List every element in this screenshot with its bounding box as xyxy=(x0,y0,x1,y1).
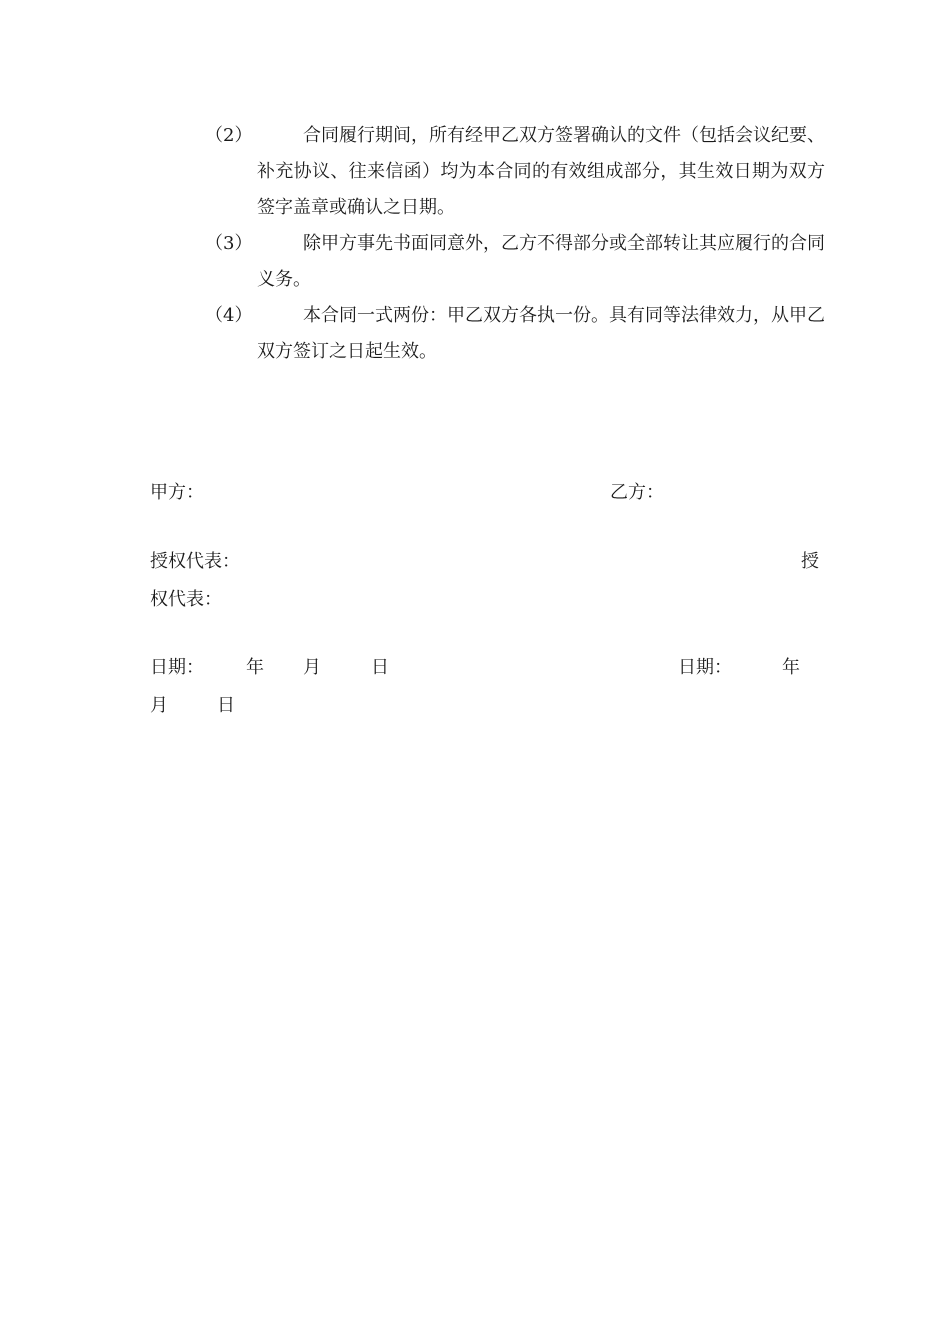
clause-number: （4） xyxy=(205,305,253,326)
clause-4 xyxy=(205,298,825,370)
clause-2 xyxy=(205,118,825,226)
clause-text: 合同履行期间，所有经甲乙双方签署确认的文件（包括会议纪要、补充协议、往来信函）均为本合同的有效组成部分，其生效日期为双方签字盖章或确认之日期。 xyxy=(257,125,825,218)
party-a-date-year: 年 xyxy=(246,657,264,678)
party-a-rep-label: 授权代表： xyxy=(150,551,240,572)
party-b-rep-label-end: 权代表： xyxy=(150,589,222,610)
clause-number: （3） xyxy=(205,233,253,254)
party-b-date-year: 年 xyxy=(782,657,800,678)
party-b-date-label: 日期： xyxy=(678,657,732,678)
party-b-rep-label-start: 授 xyxy=(801,551,819,572)
party-a-date-label: 日期： xyxy=(150,657,204,678)
clause-3 xyxy=(205,226,825,298)
clause-number: （2） xyxy=(205,125,253,146)
party-a-date-month: 月 xyxy=(303,657,321,678)
party-a-date-day: 日 xyxy=(371,657,389,678)
party-a-label: 甲方： xyxy=(150,482,204,503)
clause-text: 本合同一式两份：甲乙双方各执一份。具有同等法律效力，从甲乙双方签订之日起生效。 xyxy=(257,305,825,362)
party-b-date-day: 日 xyxy=(217,695,235,716)
clause-text: 除甲方事先书面同意外，乙方不得部分或全部转让其应履行的合同义务。 xyxy=(257,233,825,290)
party-b-date-month: 月 xyxy=(150,695,168,716)
party-b-label: 乙方： xyxy=(610,482,664,503)
